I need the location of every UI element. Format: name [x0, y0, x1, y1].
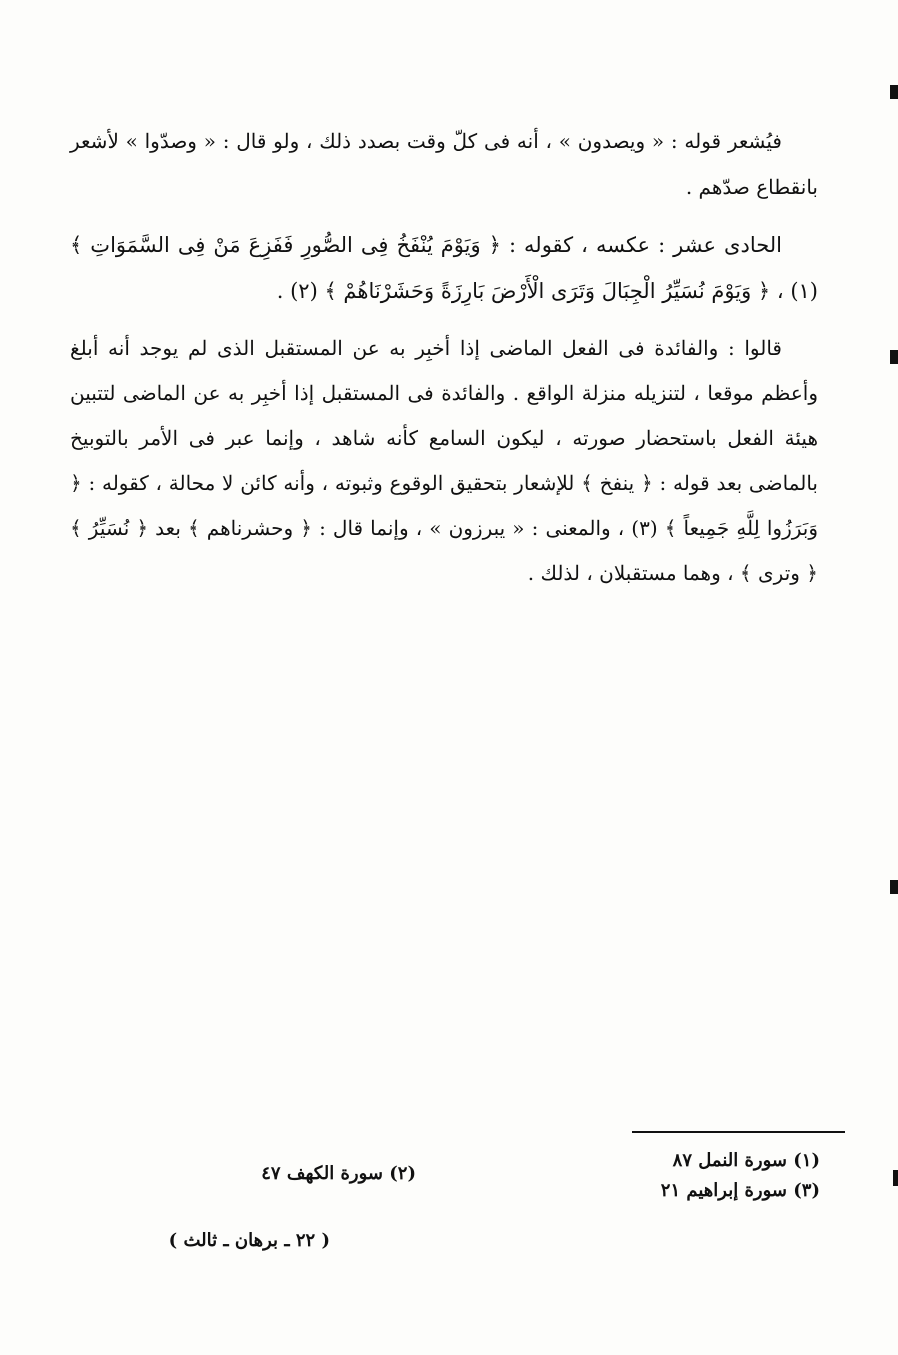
- footnote-1: (١) سورة النمل ٨٧: [672, 1150, 820, 1171]
- paragraph: قالوا : والفائدة فى الفعل الماضى إذا أخبِر به عن المستقبل الذى لم يوجد أنه أبلغ وأعظم موقعا ، لتنزيله منزلة الواقع . والفائدة فى المستقبل إذا أخبِر به عن الماضى لتتبين هيئة الفعل باستحضار صورته ، ليكون السامع كأنه شاهد ، وإنما عبر فى الأمر بالتوبيخ بالماضى بعد قوله : ﴿ ينفخ ﴾ للإشعار بتحقيق الوقوع وثبوته ، وأنه كائن لا محالة ، كقوله : ﴿ وَبَرَزُوا لِلَّهِ جَمِيعاً ﴾ (٣) ، والمعنى : « يبرزون » ، وإنما قال : ﴿ وحشرناهم ﴾ بعد ﴿ نُسَيِّرُ ﴾ ﴿ وترى ﴾ ، وهما مستقبلان ، لذلك .: [70, 336, 818, 585]
- page-signature: ( ٢٢ ـ برهان ـ ثالث ): [168, 1230, 330, 1251]
- scan-edge-mark: [893, 1170, 898, 1186]
- footnote-2: (٢) سورة الكهف ٤٧: [261, 1163, 416, 1184]
- paragraph: فيُشعر قوله : « ويصدون » ، أنه فى كلّ وقت بصدد ذلك ، ولو قال : « وصدّوا » لأشعر بانقطاع صدّهم .: [70, 129, 818, 199]
- paragraph: الحادى عشر : عكسه ، كقوله : ﴿ وَيَوْمَ يُنْفَخُ فِى الصُّورِ فَفَزِعَ مَنْ فِى السَّمَوَاتِ ﴾ (١) ، ﴿ وَيَوْمَ نُسَيِّرُ الْجِبَالَ وَتَرَى الْأَرْضَ بَارِزَةً وَحَشَرْنَاهُمْ ﴾ (٢) .: [70, 233, 818, 303]
- scan-edge-mark: [890, 85, 898, 99]
- main-text: [70, 118, 818, 608]
- scan-edge-mark: [890, 880, 898, 894]
- footnote-divider: [632, 1131, 845, 1133]
- footnote-3: (٣) سورة إبراهيم ٢١: [660, 1180, 820, 1201]
- scan-edge-mark: [890, 350, 898, 364]
